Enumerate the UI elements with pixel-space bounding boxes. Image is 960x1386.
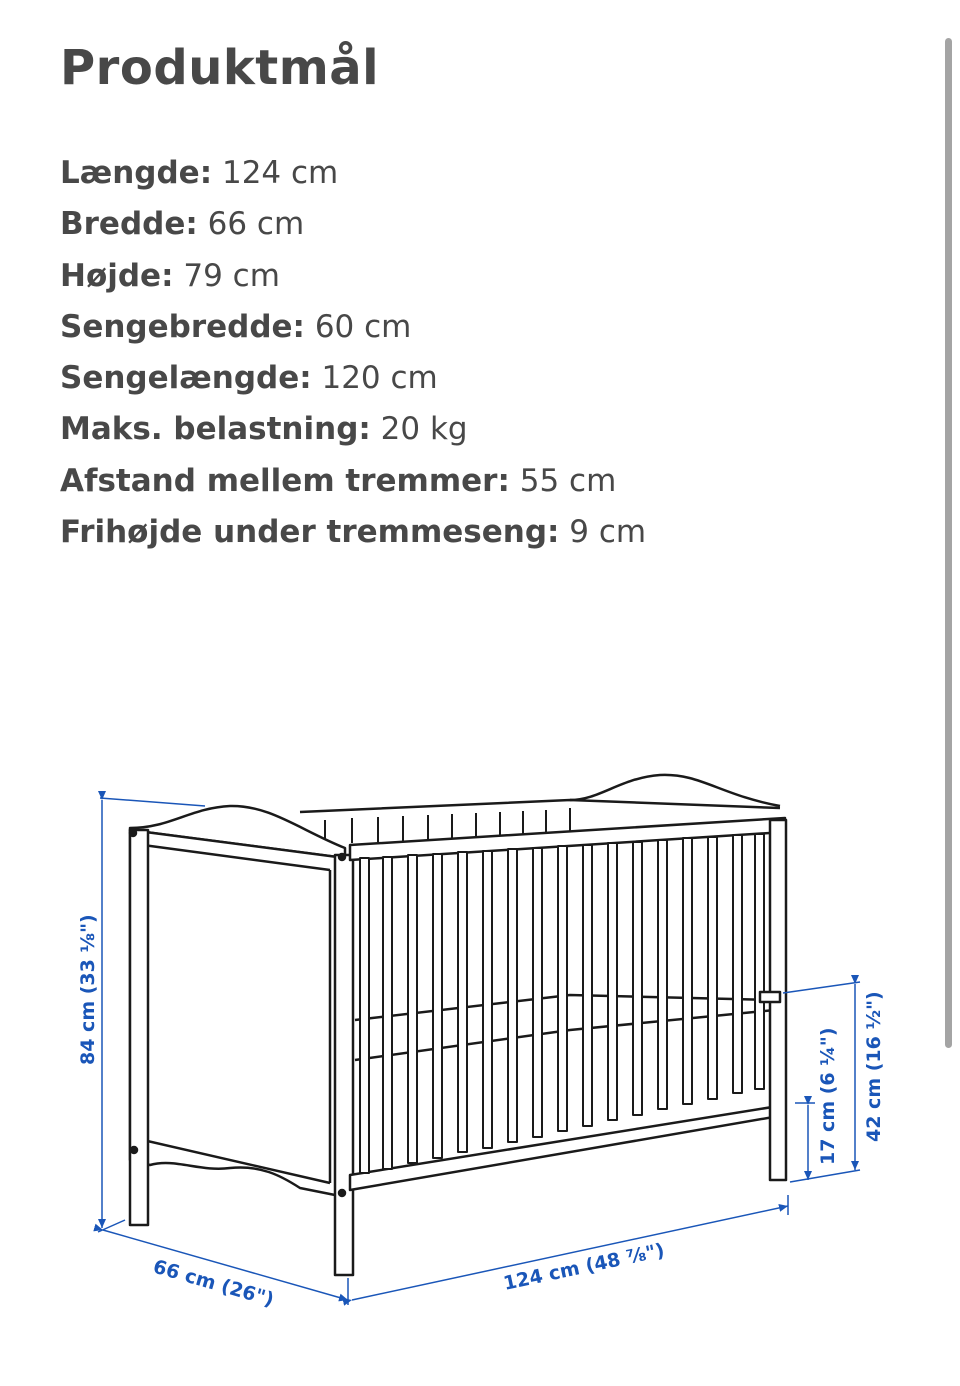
spec-label: Sengelængde: (60, 360, 312, 397)
spec-label: Længde: (60, 155, 213, 191)
spec-value: 20 kg (380, 411, 468, 448)
spec-label: Bredde: (60, 206, 198, 243)
crib-drawing (130, 775, 786, 1275)
vertical-scrollbar[interactable] (945, 38, 952, 1048)
spec-value: 124 cm (221, 155, 339, 191)
spec-row-clearance (60, 507, 646, 558)
spec-row-height (60, 251, 646, 302)
spec-value: 79 cm (183, 257, 280, 294)
spec-row-max-load (60, 404, 646, 455)
spec-row-width (60, 199, 646, 250)
spec-label: Sengebredde: (60, 308, 305, 345)
height-dimension-label: 84 cm (33 ⅛") (77, 914, 99, 1065)
spec-label: Frihøjde under tremmeseng: (60, 514, 560, 551)
spec-label: Afstand mellem tremmer: (60, 462, 510, 499)
crib-dimension-diagram (60, 760, 910, 1360)
page-title: Produktmål (60, 40, 380, 96)
spec-row-slat-distance (60, 456, 646, 507)
spec-row-bed-length (60, 353, 646, 404)
mattress-height-dimension-label: 42 cm (16 ½") (863, 991, 885, 1142)
spec-value: 66 cm (207, 206, 305, 243)
clearance-dimension-label: 17 cm (6 ¼") (817, 1027, 839, 1165)
spec-value: 55 cm (519, 462, 617, 499)
spec-value: 120 cm (321, 360, 438, 397)
spec-label: Maks. belastning: (60, 411, 371, 448)
spec-value: 60 cm (314, 308, 412, 345)
spec-value: 9 cm (569, 514, 647, 551)
width-dimension-label: 66 cm (26") (150, 1255, 277, 1312)
product-dimensions-list (60, 148, 646, 558)
spec-row-length (60, 148, 646, 199)
spec-row-bed-width (60, 302, 646, 353)
length-dimension-label: 124 cm (48 ⅞") (501, 1239, 667, 1295)
spec-label: Højde: (60, 257, 174, 294)
